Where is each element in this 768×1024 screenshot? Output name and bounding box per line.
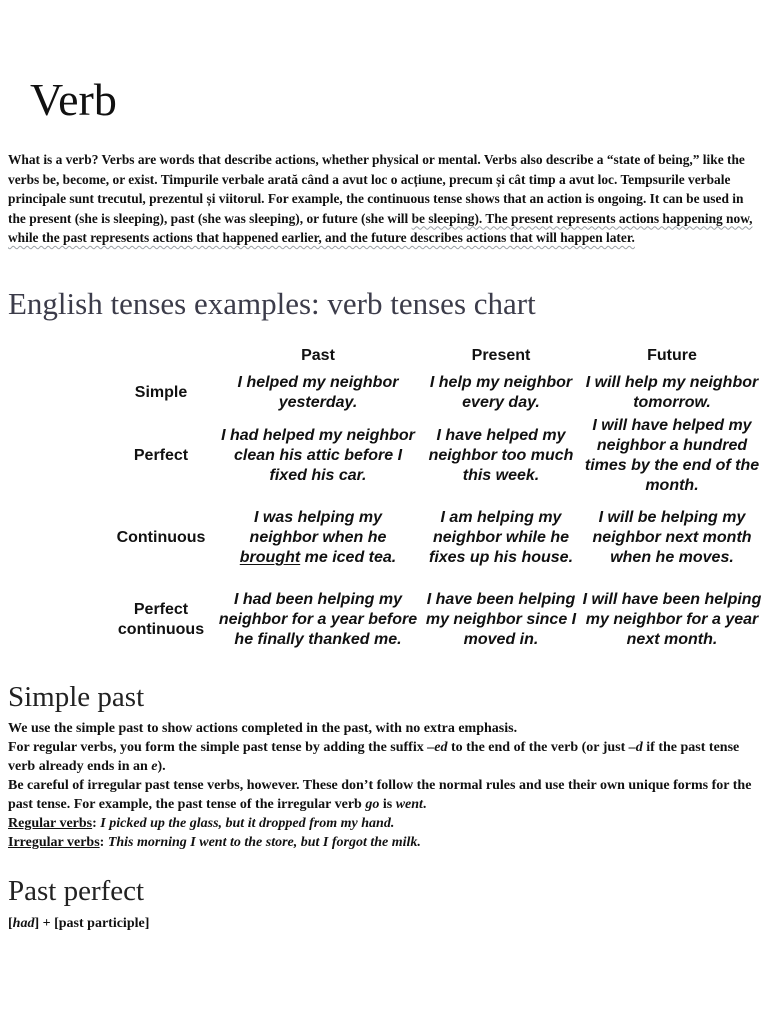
row-label-continuous: Continuous [116, 529, 206, 546]
suffix-d: –d [628, 740, 643, 755]
simple-past-para-2 [8, 738, 756, 776]
page-title: Verb [30, 74, 117, 125]
cell-perfect-present: I have helped my neighbor too much this week. [428, 427, 574, 484]
cell-continuous-past-start: I was helping my neighbor when he [249, 509, 387, 546]
simple-past-heading: Simple past [8, 681, 145, 713]
text-run: Be careful of irregular past tense verbs, however. These don’t follow the normal rules and use their own unique forms for the past tense. For example, the past tense of the irregular verb [8, 778, 752, 812]
cell-continuous-present: I am helping my neighbor while he fixes up his house. [428, 509, 574, 566]
past-perfect-formula [8, 914, 756, 933]
intro-text-spellcheck: be sleeping). The present represents actions happening now, while the past represents actions that happened earlier, and the future describes actions that will happen later. [8, 210, 753, 245]
verb-go: go [365, 797, 380, 812]
cell-perfect-future: I will have helped my neighbor a hundred times by the end of the month. [584, 417, 760, 494]
suffix-ed: –ed [427, 740, 448, 755]
cell-simple-past: I helped my neighbor yesterday. [237, 374, 399, 411]
cell-continuous-future: I will be helping my neighbor next month when he moves. [592, 509, 752, 566]
text-run: For regular verbs, you form the simple past tense by adding the suffix [8, 740, 428, 755]
text-run: ] + [past participle] [34, 916, 150, 931]
column-header-future: Future [647, 347, 697, 364]
regular-verbs-sentence: I picked up the glass, but it dropped from my hand. [100, 816, 395, 831]
row-label-perfect: Perfect [133, 447, 189, 464]
letter-e: e [151, 759, 158, 774]
irregular-verbs-example: Irregular verbs: This morning I went to the store, but I forgot the milk. [8, 835, 421, 850]
cell-continuous-past [218, 498, 418, 578]
text-run: is [379, 797, 396, 812]
column-header-past: Past [301, 347, 335, 364]
cell-perfect-past: I had helped my neighbor clean his attic before I fixed his car. [221, 427, 415, 484]
regular-verbs-label: Regular verbs [8, 816, 93, 831]
text-run: ). [157, 759, 166, 774]
text-run: [ [8, 916, 13, 931]
past-perfect-heading: Past perfect [8, 875, 145, 907]
row-label-perfect-continuous: Perfect continuous [117, 601, 205, 638]
row-label-simple: Simple [134, 384, 188, 401]
cell-perfect-continuous-future: I will have been helping my neighbor for a year next month. [582, 591, 762, 648]
verb-went: went [395, 797, 423, 812]
intro-text: What is a verb? Verbs are words that describe actions, whether physical or mental. Verbs also describe a “state of being,” like the verbs be, become, or exist. Timpurile verbale arată când a avut loc o acțiune, precum și cât timp a avut loc. Tempsurile verbale principale sunt trecutul, prezentul și viitorul. For example, the continuous tense shows that an action is ongoing. It can be used in the present (she is sleeping), past (she was sleeping), or future (she will [8, 152, 745, 226]
irregular-verbs-sentence: This morning I went to the store, but I forgot the milk. [107, 835, 421, 850]
formula-had: had [12, 916, 35, 931]
text-run: to the end of the verb (or just [447, 740, 629, 755]
column-header-present: Present [471, 347, 531, 364]
text-run: . [422, 797, 427, 812]
cell-simple-present: I help my neighbor every day. [429, 374, 573, 411]
text-run: if the past tense verb already ends in an [8, 740, 740, 774]
irregular-verbs-label: Irregular verbs [8, 835, 100, 850]
cell-perfect-continuous-past: I had been helping my neighbor for a year before he finally thanked me. [218, 591, 418, 648]
cell-simple-future: I will help my neighbor tomorrow. [585, 374, 759, 411]
underlined-word: brought [239, 549, 301, 566]
intro-paragraph [8, 150, 754, 248]
simple-past-para-1: We use the simple past to show actions completed in the past, with no extra emphasis. [8, 721, 518, 736]
simple-past-para-3 [8, 776, 756, 814]
cell-continuous-past-end: me iced tea. [300, 549, 397, 566]
regular-verbs-example: Regular verbs: I picked up the glass, but it dropped from my hand. [8, 816, 395, 831]
chart-heading: English tenses examples: verb tenses chart [8, 286, 536, 321]
cell-perfect-continuous-present: I have been helping my neighbor since I moved in. [425, 591, 577, 648]
simple-past-body [8, 719, 756, 852]
